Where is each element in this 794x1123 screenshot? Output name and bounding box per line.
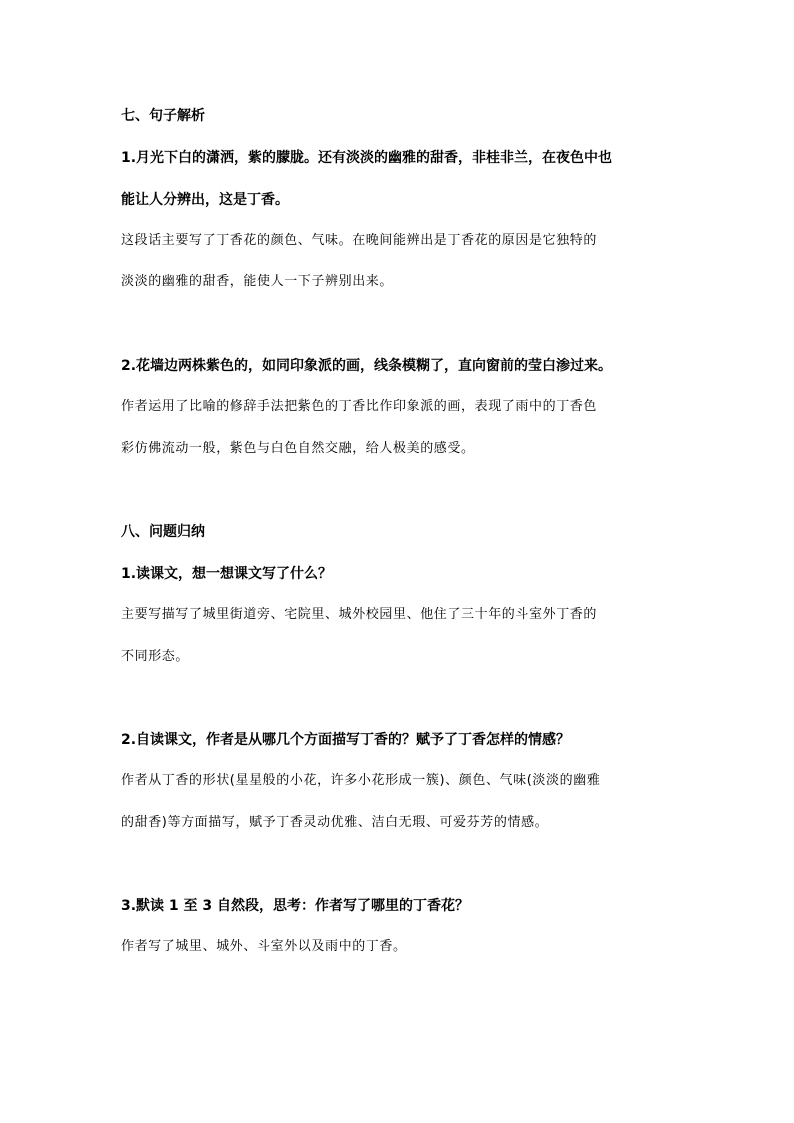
s8-a1-line2: 不同形态。 <box>121 649 190 664</box>
s8-a2-line1: 作者从丁香的形状(星星般的小花，许多小花形成一簇)、颜色、气味(淡淡的幽雅 <box>121 773 601 788</box>
s7-a1-line1: 这段话主要写了丁香花的颜色、气味。在晚间能辨出是丁香花的原因是它独特的 <box>121 233 598 248</box>
s7-a2-line2: 彩仿佛流动一般，紫色与白色自然交融，给人极美的感受。 <box>121 441 475 456</box>
s8-q2-line1: 2.自读课文，作者是从哪几个方面描写丁香的？赋予了丁香怎样的情感？ <box>121 732 571 748</box>
s8-a3-line1: 作者写了城里、城外、斗室外以及雨中的丁香。 <box>121 939 407 954</box>
s8-q1-line1: 1.读课文，想一想课文写了什么？ <box>121 566 333 582</box>
s7-a1-line2: 淡淡的幽雅的甜香，能使人一下子辨别出来。 <box>121 274 394 289</box>
s8-a2-line2: 的甜香)等方面描写，赋予丁香灵动优雅、洁白无瑕、可爱芬芳的情感。 <box>121 815 549 830</box>
s8-a1-line1: 主要写描写了城里街道旁、宅院里、城外校园里、他住了三十年的斗室外丁香的 <box>121 607 598 622</box>
section-7-title: 七、句子解析 <box>121 108 205 124</box>
s7-q1-line1: 1.月光下白的潇洒，紫的朦胧。还有淡淡的幽雅的甜香，非桂非兰，在夜色中也 <box>121 150 613 166</box>
s7-a2-line1: 作者运用了比喻的修辞手法把紫色的丁香比作印象派的画，表现了雨中的丁香色 <box>121 399 598 414</box>
s7-q1-line2: 能让人分辨出，这是丁香。 <box>121 192 289 208</box>
section-8-title: 八、问题归纳 <box>121 524 205 540</box>
s7-q2-line1: 2.花墙边两株紫色的，如同印象派的画，线条模糊了，直向窗前的莹白渗过来。 <box>121 358 613 374</box>
s8-q3-line1: 3.默读 1 至 3 自然段，思考：作者写了哪里的丁香花？ <box>121 898 470 914</box>
